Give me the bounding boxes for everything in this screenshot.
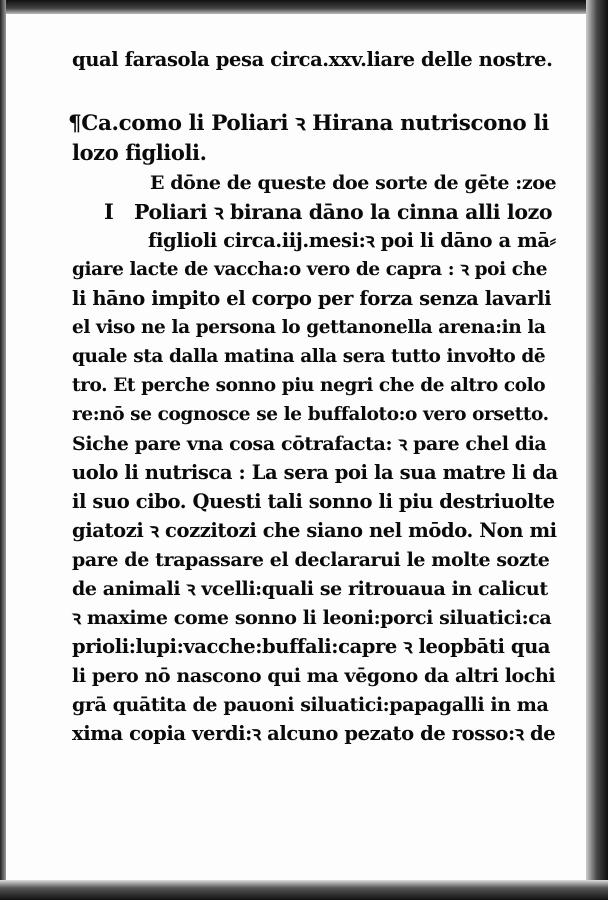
text-line: de animali ꝛ vcelli:quali se ritrouaua in calicut [72, 578, 548, 600]
text-line: ꝛ maxime come sonno li leoni:porci siluatici:ca [72, 607, 552, 629]
scan-edge-bottom [0, 880, 608, 900]
scan-edge-left [0, 0, 6, 900]
marginal-mark: I [104, 199, 114, 224]
text-line: uolo li nutrisca : La sera poi la sua matre li da [72, 461, 558, 484]
text-line: re:nō se cognosce se le buffaloto:o vero orsetto. [72, 404, 549, 425]
text-line: xima copia verdi:ꝛ alcuno pezato de rosso:ꝛ de [72, 722, 556, 745]
text-line: Poliari ꝛ birana dāno la cinna alli lozo [134, 200, 553, 224]
text-line: giare lacte de vaccha:o vero de capra : ꝛ poi che [72, 259, 548, 280]
scan-edge-right [586, 0, 608, 900]
text-line: li hāno impito el corpo per forza senza lavarli [72, 287, 552, 310]
text-line: il suo cibo. Questi tali sonno li piu destriuolte [72, 490, 555, 513]
text-line: giatozi ꝛ cozzitozi che siano nel mōdo. Non mi [72, 519, 557, 542]
text-line: qual farasola pesa circa.xxv.liare delle nostre. [72, 48, 553, 71]
chapter-heading: ¶Ca.como li Poliari ꝛ Hirana nutriscono li [68, 111, 549, 136]
text-line: figlioli circa.iij.mesi:ꝛ poi li dāno a mā⸗ [148, 229, 556, 252]
text-line: E dōne de queste doe sorte de gēte :zoe [150, 172, 557, 194]
chapter-heading-cont: lozo figlioli. [72, 140, 207, 165]
scan-edge-top [0, 0, 608, 14]
text-line: grā quātita de pauoni siluatici:papagalli in ma [72, 694, 549, 716]
text-block [58, 40, 558, 780]
text-line: Siche pare vna cosa cōtrafacta: ꝛ pare chel dia [72, 433, 547, 455]
text-line: prioli:lupi:vacche:buffali:capre ꝛ leopbāti qua [72, 635, 551, 658]
text-line: tro. Et perche sonno piu negri che de altro colo [72, 375, 546, 396]
text-line: el viso ne la persona lo gettanonella arena:in la [72, 317, 546, 338]
text-line: li pero nō nascono qui ma vēgono da altri lochi [72, 665, 556, 687]
text-line: quale sta dalla matina alla sera tutto invołto dē [72, 346, 546, 367]
text-line: pare de trapassare el declararui le molte sozte [72, 549, 550, 571]
